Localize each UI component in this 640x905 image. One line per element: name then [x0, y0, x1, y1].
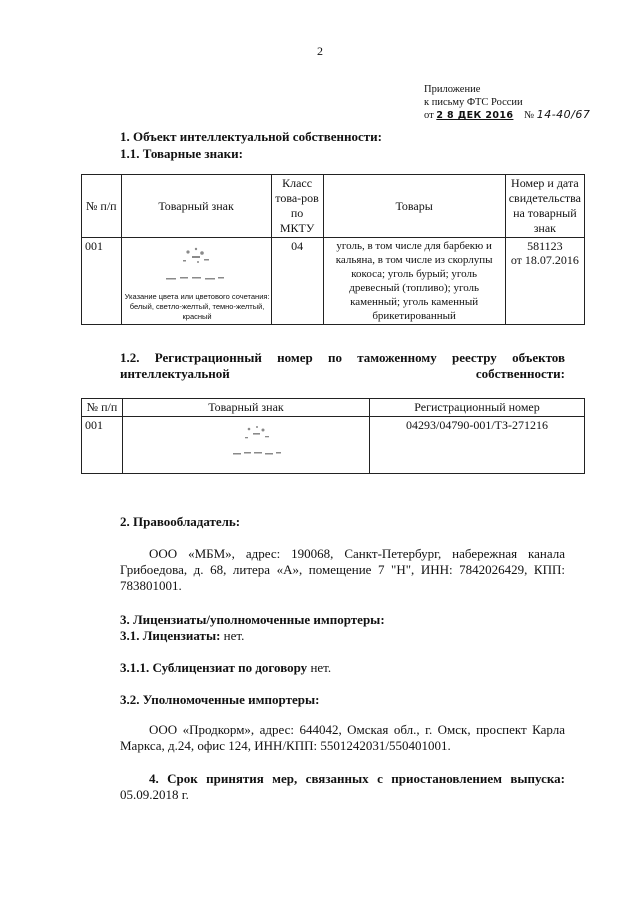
mark-color-note: Указание цвета или цветового сочетания: белый, светло-желтый, темно-желтый, красный [124, 292, 270, 321]
section12-title: 1.2. Регистрационный номер по таможенному реестру объектов интеллектуальной собственности: [120, 350, 565, 381]
page-number: 2 [317, 44, 323, 58]
section31-line [120, 628, 565, 644]
section31-value: нет. [220, 628, 245, 643]
appendix-line2: к письму ФТС России [424, 96, 523, 108]
appendix-line1: Приложение [424, 84, 481, 95]
section3-title: 3. Лицензиаты/уполномоченные импортеры: [120, 612, 385, 627]
header-num: № п/п [82, 175, 122, 238]
section2-text: ООО «МБМ», адрес: 190068, Санкт-Петербург, набережная канала Грибоедова, д. 68, литера «А», помещение 7 "Н", ИНН: 7842026429, КПП: 783801001. [120, 546, 565, 593]
section4 [120, 771, 565, 803]
header-reg: Регистрационный номер [370, 399, 585, 417]
trademark-logo-icon [152, 244, 242, 288]
trademarks-table [81, 174, 585, 325]
table-row [82, 417, 585, 474]
table-header-row [82, 175, 585, 238]
appendix-header [424, 84, 590, 123]
section311-line [120, 660, 565, 676]
section4-label: 4. Срок принятия мер, связанных с приостановлением выпуска: [149, 771, 565, 786]
cell-class: 04 [271, 238, 323, 325]
number-handwritten: 14-40/67 [536, 108, 591, 121]
section1-subtitle: 1.1. Товарные знаки: [120, 146, 243, 161]
table-row [82, 238, 585, 325]
cell-num: 001 [82, 238, 122, 325]
section311-value: нет. [307, 660, 332, 675]
cell-num: 001 [82, 417, 123, 474]
header-mark: Товарный знак [123, 399, 370, 417]
cert-number: 581123 [527, 239, 563, 253]
header-cert: Номер и дата свидетельства на товарный знак [505, 175, 584, 238]
cell-mark [123, 417, 370, 474]
section32-text: ООО «Продкорм», адрес: 644042, Омская обл., г. Омск, проспект Карла Маркса, д.24, офис 124, ИНН/КПП: 5501242031/550401001. [120, 722, 565, 753]
section311-label: 3.1.1. Сублицензиат по договору [120, 660, 308, 675]
trademark-logo-icon [227, 423, 287, 463]
cell-reg: 04293/04790-001/ТЗ-271216 [370, 417, 585, 474]
header-mark: Товарный знак [121, 175, 271, 238]
number-label: № [524, 110, 535, 121]
appendix-date-line [424, 109, 590, 123]
header-goods: Товары [323, 175, 505, 238]
section32-title: 3.2. Уполномоченные импортеры: [120, 692, 320, 707]
header-num: № п/п [82, 399, 123, 417]
section1-title: 1. Объект интеллектуальной собственности: [120, 129, 382, 144]
cert-date: от 18.07.2016 [510, 253, 579, 267]
header-class: Класс това-ров по МКТУ [271, 175, 323, 238]
registry-table [81, 398, 585, 474]
cell-cert [505, 238, 584, 325]
date-stamp: 2 8 ДЕК 2016 [436, 110, 514, 121]
date-prefix: от [424, 110, 434, 121]
table-header-row [82, 399, 585, 417]
section4-value: 05.09.2018 г. [120, 787, 189, 802]
section31-label: 3.1. Лицензиаты: [120, 628, 221, 643]
section2-title: 2. Правообладатель: [120, 514, 241, 529]
cell-mark [121, 238, 271, 325]
cell-goods: уголь, в том числе для барбекю и кальяна, в том числе из скорлупы кокоса; уголь бурый; уголь древесный (топливо); уголь каменный; уголь каменный брикетированный [323, 238, 505, 325]
